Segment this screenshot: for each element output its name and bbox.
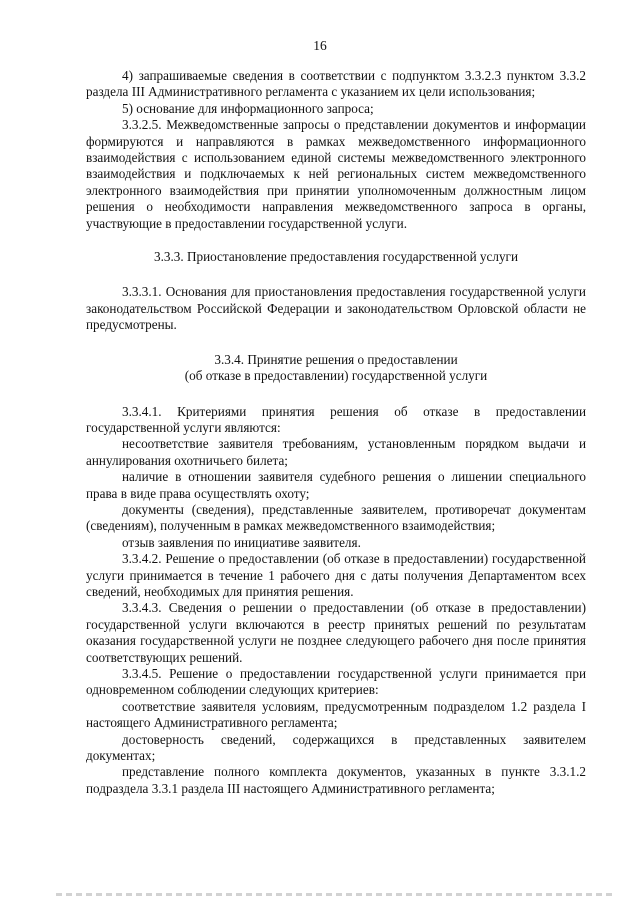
paragraph-3325: 3.3.2.5. Межведомственные запросы о представлении документов и информации формируются и направляются в рамках межведомственного информационного взаимодействия с использованием единой системы межведомственного электронного взаимодействия и подключаемых к ней региональных систем межведомственного электронного взаимодействия при принятии уполномоченным должностным лицом решения о необходимости направления межведомственного запроса в органы, участвующие в предоставлении государственной услуги. [86,117,586,231]
paragraph-3345: 3.3.4.5. Решение о предоставлении государственной услуги принимается при одновременном соблюдении следующих критериев: [86,666,586,698]
section-heading-334-line2: (об отказе в предоставлении) государственной услуги [184,368,488,384]
criterion-item: соответствие заявителя условиям, предусмотренным подразделом 1.2 раздела I настоящего Административного регламента; [86,698,586,731]
document-body [86,68,586,797]
criterion-item: отзыв заявления по инициативе заявителя. [122,534,361,550]
paragraph-3331: 3.3.3.1. Основания для приостановления предоставления государственной услуги законодательством Российской Федерации и законодательством Орловской области не предусмотрены. [86,284,586,333]
paragraph-item-4: 4) запрашиваемые сведения в соответствии с подпунктом 3.3.2.3 пунктом 3.3.2 раздела III Административного регламента с указанием их цели использования; [86,68,586,100]
section-heading-334-line1: 3.3.4. Принятие решения о предоставлении [214,351,458,367]
page-number: 16 [313,38,327,53]
scan-edge-artifact [56,893,616,896]
criterion-item: наличие в отношении заявителя судебного решения о лишении специального права в виде права осуществлять охоту; [86,469,586,501]
section-heading-333: 3.3.3. Приостановление предоставления государственной услуги [153,249,519,265]
paragraph-item-5: 5) основание для информационного запроса; [122,100,374,116]
criterion-item: представление полного комплекта документов, указанных в пункте 3.3.1.2 подраздела 3.3.1 раздела III настоящего Административного регламента; [86,764,586,796]
paragraph-3341: 3.3.4.1. Критериями принятия решения об отказе в предоставлении государственной услуги являются: [86,403,586,435]
criterion-item: документы (сведения), представленные заявителем, противоречат документам (сведениям), полученным в рамках межведомственного взаимодействия; [86,501,586,534]
section-heading-334 [86,352,586,385]
criterion-item: несоответствие заявителя требованиям, установленным порядком выдачи и аннулирования охотничьего билета; [86,436,586,468]
paragraph-3342: 3.3.4.2. Решение о предоставлении (об отказе в предоставлении) государственной услуги принимается в течение 1 рабочего дня с даты получения Департаментом всех сведений, необходимых для принятия решения. [86,551,586,599]
paragraph-3343: 3.3.4.3. Сведения о решении о предоставлении (об отказе в предоставлении) государственной услуги включаются в реестр принятых решений по результатам оказания государственной услуги не позднее следующего рабочего дня после принятия соответствующих решений. [86,600,586,665]
criterion-item: достоверность сведений, содержащихся в представленных заявителем документах; [86,731,586,764]
